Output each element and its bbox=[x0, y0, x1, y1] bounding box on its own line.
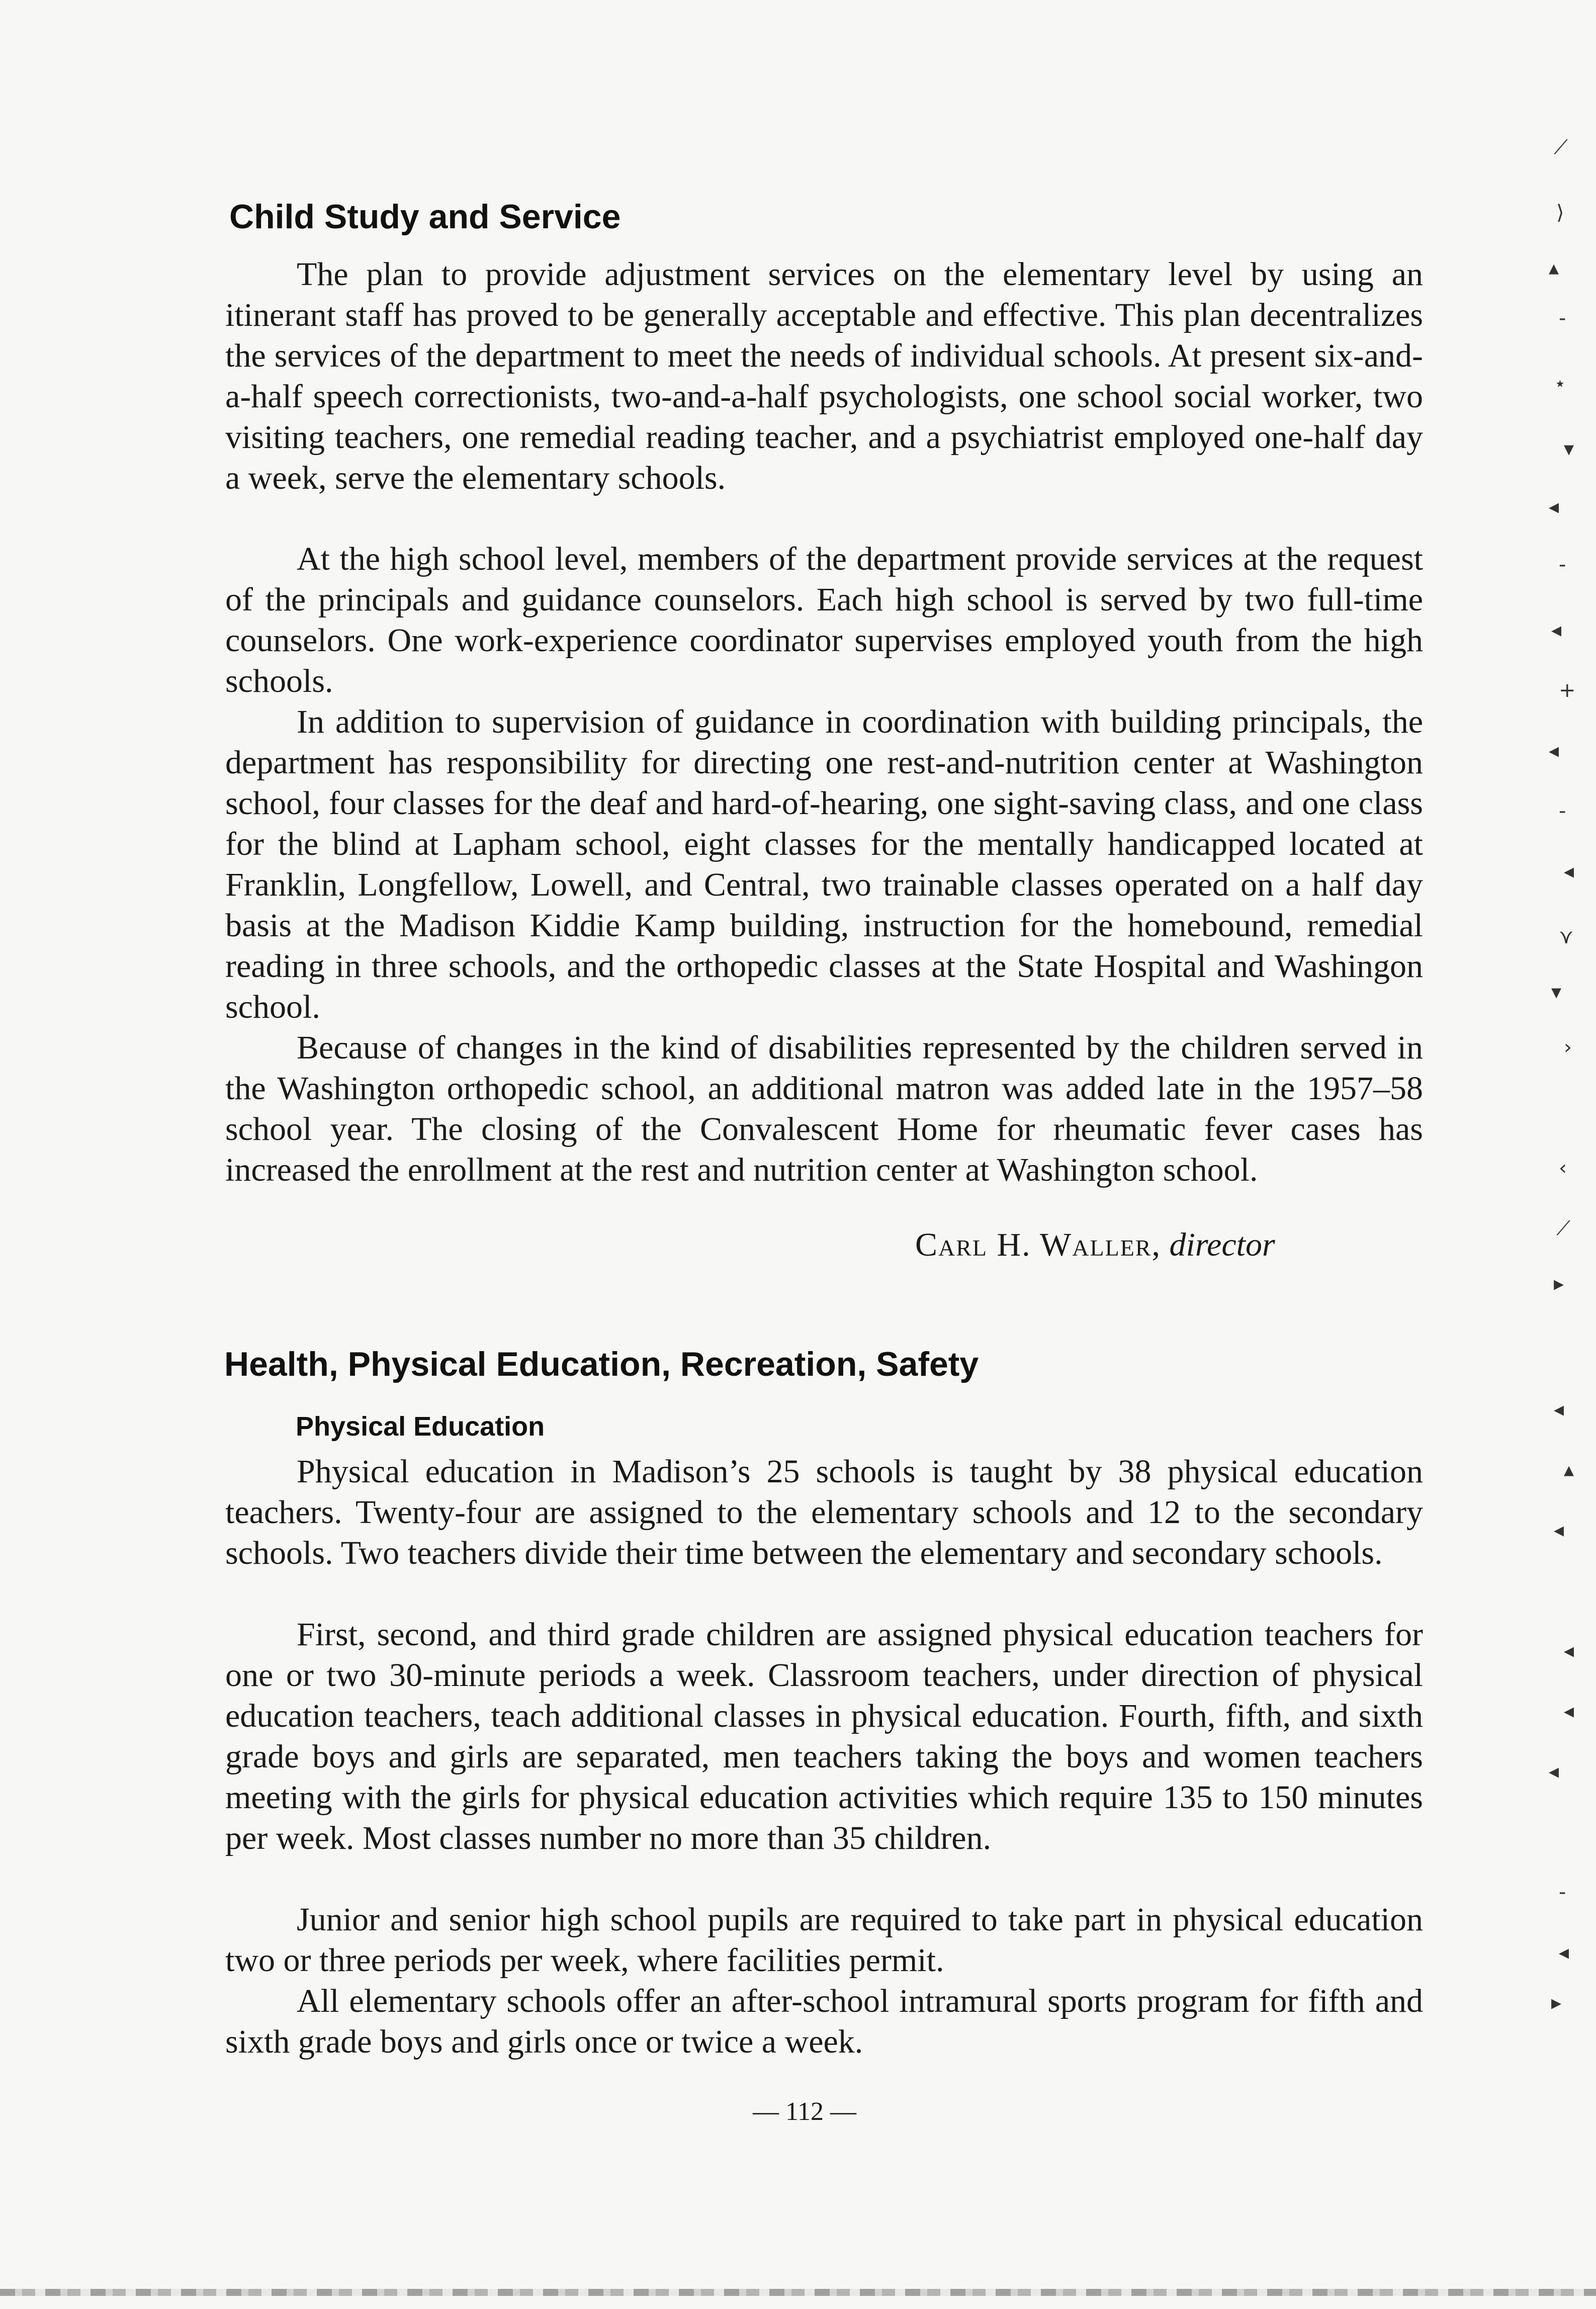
binding-mark: ◂ bbox=[1559, 1941, 1569, 1964]
binding-mark: ‐ bbox=[1559, 1881, 1566, 1904]
paragraph-5: Physical education in Madison’s 25 schools is taught by 38 physical education teachers. Twenty-four are assigned to the elementary schools and 12 to the secondary schools. Two teachers divide their time between the elementary and secondary schools. bbox=[225, 1453, 1423, 1571]
page-number: — 112 — bbox=[752, 2097, 857, 2126]
binding-mark: ‐ bbox=[1559, 553, 1566, 576]
paragraph-4: Because of changes in the kind of disabilities represented by the children served in the Washington orthopedic school, an additional matron was added late in the 1957–58 school year. The closing of the Convalescent Home for rheumatic fever cases has increased the enrollment at the rest and nutrition center at Washington school. bbox=[225, 1029, 1423, 1188]
binding-mark: ◂ bbox=[1549, 739, 1559, 762]
binding-mark: ⟋ bbox=[1554, 136, 1568, 159]
scan-edge-artifact bbox=[0, 2289, 1596, 2296]
signature bbox=[915, 1226, 1275, 1264]
binding-mark: ▾ bbox=[1564, 437, 1574, 461]
binding-mark: ⋆ bbox=[1554, 372, 1567, 395]
binding-mark: › bbox=[1564, 1036, 1572, 1059]
binding-mark: ▴ bbox=[1549, 256, 1559, 280]
binding-mark: ▴ bbox=[1564, 1458, 1574, 1481]
section-heading-health: Health, Physical Education, Recreation, Safety bbox=[224, 1345, 979, 1383]
binding-mark: ◂ bbox=[1564, 860, 1574, 883]
binding-mark: ▸ bbox=[1554, 1272, 1564, 1295]
binding-mark: ◂ bbox=[1564, 1700, 1574, 1723]
binding-mark: ‹ bbox=[1559, 1157, 1567, 1180]
binding-mark: ‐ bbox=[1559, 800, 1566, 823]
binding-mark: ◂ bbox=[1549, 1760, 1559, 1783]
binding-mark: ▸ bbox=[1551, 1991, 1562, 2014]
section-heading-child-study: Child Study and Service bbox=[229, 198, 621, 236]
paragraph-8: All elementary schools offer an after-school intramural sports program for fifth and sixth grade boys and girls once or twice a week. bbox=[225, 1983, 1423, 2060]
signature-name: Carl H. Waller, bbox=[915, 1226, 1161, 1263]
binding-mark: ‐ bbox=[1559, 307, 1566, 330]
binding-mark: ⋎ bbox=[1559, 925, 1574, 948]
binding-mark: ◂ bbox=[1554, 1519, 1564, 1542]
paragraph-2: At the high school level, members of the department provide services at the request of the principals and guidance counselors. Each high school is served by two full-time counselors. One work-experience coordinator supervises employed youth from the high schools. bbox=[225, 541, 1423, 699]
paragraph-1: The plan to provide adjustment services on the elementary level by using an itinerant staff has proved to be generally acceptable and effective. This plan decentralizes the services of the department to meet the needs of individual schools. At present six-and-a-half speech correctionists, two-and-a-half psychologists, one school social worker, two visiting teachers, one remedial reading teacher, and a psychiatrist employed one-half day a week, serve the elementary schools. bbox=[225, 256, 1423, 496]
binding-mark: + bbox=[1559, 679, 1576, 702]
paragraph-3: In addition to supervision of guidance in coordination with building principals, the department has responsibility for directing one rest-and-nutrition center at Washington school, four classes for the deaf and hard-of-hearing, one sight-saving class, and one class for the blind at Lapham school, eight classes for the mentally handicapped located at Franklin, Longfellow, Lowell, and Central, two trainable classes operated on a half day basis at the Madison Kiddie Kamp building, instruction for the homebound, remedial reading in three schools, and the orthopedic classes at the State Hospital and Washingon school. bbox=[225, 703, 1423, 1025]
paragraph-7: Junior and senior high school pupils are required to take part in physical education two or three periods per week, where facilities permit. bbox=[225, 1901, 1423, 1979]
binding-mark: ◂ bbox=[1549, 495, 1559, 518]
signature-title: director bbox=[1169, 1226, 1275, 1263]
subheading-physical-education: Physical Education bbox=[296, 1411, 545, 1442]
binding-mark: ◂ bbox=[1564, 1639, 1574, 1662]
binding-mark: ◂ bbox=[1551, 618, 1562, 642]
binding-mark: ⟩ bbox=[1556, 201, 1564, 224]
binding-mark: ⟋ bbox=[1556, 1217, 1570, 1240]
binding-mark: ◂ bbox=[1554, 1398, 1564, 1421]
paragraph-6: First, second, and third grade children are assigned physical education teachers for one or two 30-minute periods a week. Classroom teachers, under direction of physical education teachers, teach additional classes in physical education. Fourth, fifth, and sixth grade boys and girls are separated, men teachers taking the boys and women teachers meeting with the girls for physical education activities which require 135 to 150 minutes per week. Most classes number no more than 35 children. bbox=[225, 1616, 1423, 1856]
binding-mark: ▾ bbox=[1551, 981, 1562, 1004]
